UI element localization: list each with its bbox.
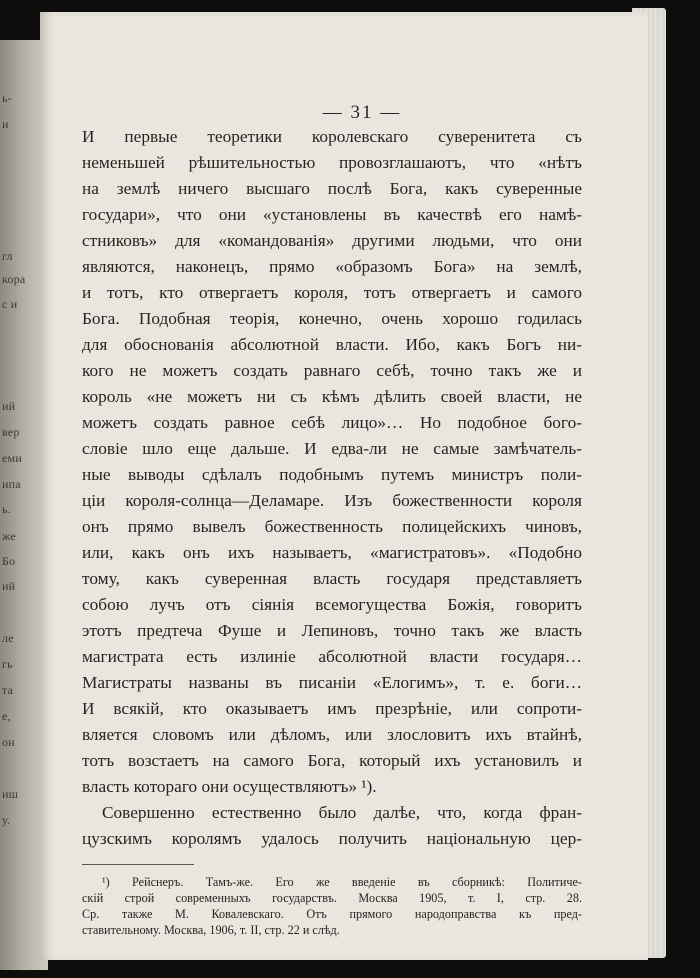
page-number: — 31 — [322, 102, 402, 123]
left-page-fragment: ь. [2, 502, 11, 516]
body-line: собою лучъ отъ сіянія всемогущества Божія, говоритъ [82, 595, 582, 614]
body-line: вляется словомъ или дѣломъ, или злословитъ ихъ втайнѣ, [82, 725, 582, 744]
body-line: неменьшей рѣшительностью провозглашаютъ, что «нѣтъ [82, 153, 582, 172]
left-page-fragment: ь- [2, 91, 12, 105]
left-page-fragment: и [2, 117, 9, 131]
body-line: на землѣ ничего высшаго послѣ Бога, какъ суверенные [82, 179, 582, 198]
body-line: этотъ предтеча Фуше и Лепиновъ, точно такъ же власть [82, 621, 582, 640]
body-line: являются, наконецъ, прямо «образомъ Бога» на землѣ, [82, 257, 582, 276]
body-line: ные выводы сдѣлалъ подобнымъ путемъ министръ поли- [82, 465, 582, 484]
body-line: или, какъ онъ ихъ называетъ, «магистратовъ». «Подобно [82, 543, 582, 562]
body-line: тому, какъ суверенная власть государя представляетъ [82, 569, 582, 588]
book-page [40, 12, 648, 960]
body-line: И первые теоретики королевскаго суверенитета съ [82, 127, 582, 146]
left-page-fragment: вер [2, 425, 20, 439]
body-line: можетъ создать равное себѣ лицо»… Но подобное бого- [82, 413, 582, 432]
left-page-fragment: гь [2, 657, 13, 671]
body-line: цузскимъ королямъ удалось получить національную цер- [82, 829, 582, 848]
left-page-fragment: иш [2, 787, 19, 801]
body-line: государи», что они «установлены въ качествѣ его намѣ- [82, 205, 582, 224]
footnote-line: скій строй современныхъ государствъ. Москва 1905, т. I, стр. 28. [82, 891, 582, 905]
body-line: ціи короля-солнца—Деламаре. Изъ божественности короля [82, 491, 582, 510]
left-page-fragment: ле [2, 631, 14, 645]
left-page-fragment: гл [2, 249, 13, 263]
footnote-line: Ср. также М. Ковалевскаго. Отъ прямого народоправства къ пред- [82, 907, 582, 921]
left-page-fragment: та [2, 683, 14, 697]
body-line: власть котораго они осуществляютъ» ¹). [82, 777, 377, 796]
body-line: и тотъ, кто отвергаетъ короля, тотъ отвергаетъ и самого [82, 283, 582, 302]
left-page-fragment: ий [2, 579, 16, 593]
body-line: тотъ возстаетъ на самого Бога, который ихъ установилъ и [82, 751, 582, 770]
body-line: магистрата есть излиніе абсолютной власти государя… [82, 647, 582, 666]
body-line: словіе шло еще дальше. И едва-ли не самые замѣчатель- [82, 439, 582, 458]
left-page-fragment: кора [2, 272, 26, 286]
left-page-fragment: же [2, 529, 16, 543]
left-page-fragment: ипа [2, 477, 21, 491]
left-page-fragment: у. [2, 813, 11, 827]
body-line: для обоснованія абсолютной власти. Ибо, какъ Богъ ни- [82, 335, 582, 354]
body-line: Совершенно естественно было далѣе, что, когда фран- [102, 803, 582, 822]
body-line: Магистраты названы въ писаніи «Елогимъ», т. е. боги… [82, 673, 582, 692]
footnote-separator [82, 864, 194, 865]
body-line: онъ прямо вывелъ божественность полицейскихъ чиновъ, [82, 517, 582, 536]
footnote-line: ¹) Рейснеръ. Тамъ-же. Его же введеніе въ сборникѣ: Политиче- [102, 875, 582, 889]
left-page-fragment: Бо [2, 554, 16, 568]
left-page-fragment: он [2, 735, 15, 749]
left-page-fragment: еми [2, 451, 22, 465]
left-page-fragment: е, [2, 709, 11, 723]
left-page-fragment: ий [2, 399, 16, 413]
body-line: И всякій, кто оказываетъ имъ презрѣніе, или сопроти- [82, 699, 582, 718]
body-line: кого не можетъ создать равнаго себѣ, точно такъ же и [82, 361, 582, 380]
left-page-fragment: с и [2, 297, 18, 311]
body-line: Бога. Подобная теорія, конечно, очень хорошо годилась [82, 309, 582, 328]
body-line: стниковъ» для «командованія» другими людьми, что они [82, 231, 582, 250]
footnote-line: ставительному. Москва, 1906, т. II, стр. 22 и слѣд. [82, 923, 340, 937]
body-line: король «не можетъ ни съ кѣмъ дѣлить своей власти, не [82, 387, 582, 406]
